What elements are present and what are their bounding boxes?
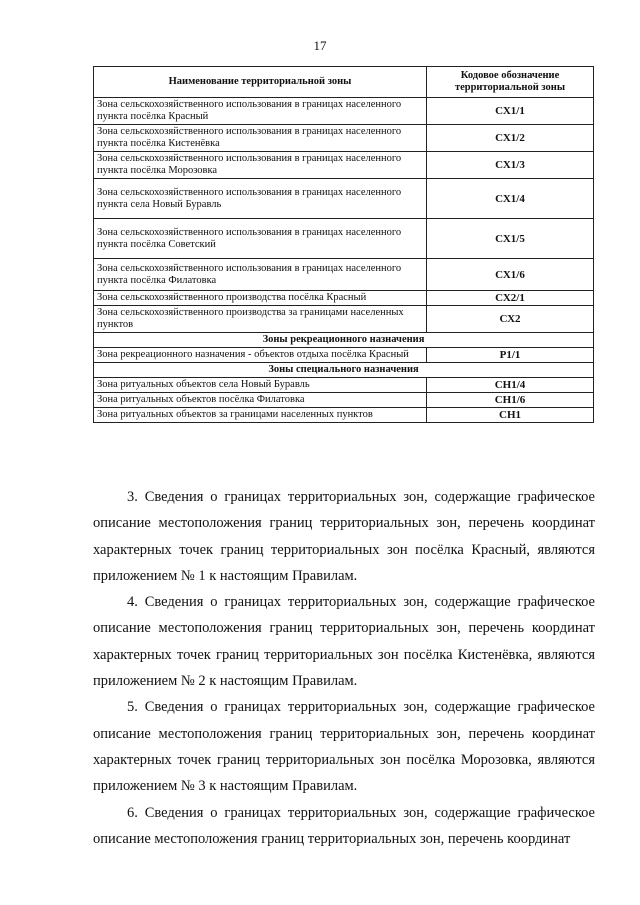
zones-table — [93, 66, 594, 423]
table-section-row — [94, 333, 594, 348]
table-row — [94, 259, 594, 291]
zone-name-cell: Зона сельскохозяйственного использования в границах населенного пункта посёлка Советский — [94, 219, 427, 259]
table-row — [94, 408, 594, 423]
zone-code-cell: СХ1/4 — [427, 179, 594, 219]
header-zone-code: Кодовое обозначение территориальной зоны — [427, 67, 594, 98]
zone-name-cell: Зона сельскохозяйственного использования в границах населенного пункта посёлка Кистенёвка — [94, 125, 427, 152]
zone-code-cell: СХ1/3 — [427, 152, 594, 179]
zone-name-cell: Зона ритуальных объектов за границами населенных пунктов — [94, 408, 427, 423]
zone-name-cell: Зона сельскохозяйственного использования в границах населенного пункта села Новый Буравль — [94, 179, 427, 219]
table-row — [94, 125, 594, 152]
zone-code-cell: Р1/1 — [427, 348, 594, 363]
table-row — [94, 348, 594, 363]
section-title: Зоны специального назначения — [94, 363, 594, 378]
table-row — [94, 219, 594, 259]
table-row — [94, 306, 594, 333]
table-row — [94, 152, 594, 179]
table-row — [94, 291, 594, 306]
zone-name-cell: Зона сельскохозяйственного производства за границами населенных пунктов — [94, 306, 427, 333]
body-text — [93, 484, 595, 852]
zone-name-cell: Зона ритуальных объектов посёлка Филатовка — [94, 393, 427, 408]
section-title: Зоны рекреационного назначения — [94, 333, 594, 348]
zone-code-cell: СХ1/2 — [427, 125, 594, 152]
zone-code-cell: СН1/6 — [427, 393, 594, 408]
zone-name-cell: Зона сельскохозяйственного производства посёлка Красный — [94, 291, 427, 306]
table-row — [94, 393, 594, 408]
table-row — [94, 378, 594, 393]
paragraph-5: 5. Сведения о границах территориальных зон, содержащие графическое описание местоположения границ территориальных зон, перечень координат характерных точек границ территориальных зон посёлка Морозовка, являются приложением № 3 к настоящим Правилам. — [93, 699, 595, 795]
zone-code-cell: СХ1/5 — [427, 219, 594, 259]
zone-code-cell: СХ1/1 — [427, 98, 594, 125]
zone-code-cell: СХ1/6 — [427, 259, 594, 291]
zones-table-body — [94, 98, 594, 423]
zone-name-cell: Зона ритуальных объектов села Новый Буравль — [94, 378, 427, 393]
table-section-row — [94, 363, 594, 378]
header-zone-name: Наименование территориальной зоны — [94, 67, 427, 98]
zone-name-cell: Зона сельскохозяйственного использования в границах населенного пункта посёлка Филатовка — [94, 259, 427, 291]
page-number: 17 — [313, 38, 327, 53]
paragraph-3: 3. Сведения о границах территориальных зон, содержащие графическое описание местоположения границ территориальных зон, перечень координат характерных точек границ территориальных зон посёлка Красный, являются приложением № 1 к настоящим Правилам. — [93, 489, 595, 584]
table-row — [94, 179, 594, 219]
zone-code-cell: СН1 — [427, 408, 594, 423]
table-header-row — [94, 67, 594, 98]
paragraph-6: 6. Сведения о границах территориальных зон, содержащие графическое описание местоположения границ территориальных зон, перечень координат — [93, 804, 595, 847]
zone-name-cell: Зона сельскохозяйственного использования в границах населенного пункта посёлка Красный — [94, 98, 427, 125]
table-row — [94, 98, 594, 125]
zone-name-cell: Зона сельскохозяйственного использования в границах населенного пункта посёлка Морозовка — [94, 152, 427, 179]
zone-code-cell: СХ2/1 — [427, 291, 594, 306]
zone-name-cell: Зона рекреационного назначения - объектов отдыха посёлка Красный — [94, 348, 427, 363]
paragraph-4: 4. Сведения о границах территориальных зон, содержащие графическое описание местоположения границ территориальных зон, перечень координат характерных точек границ территориальных зон посёлка Кистенёвка, являются приложением № 2 к настоящим Правилам. — [93, 594, 595, 690]
zone-code-cell: СН1/4 — [427, 378, 594, 393]
zone-code-cell: СХ2 — [427, 306, 594, 333]
